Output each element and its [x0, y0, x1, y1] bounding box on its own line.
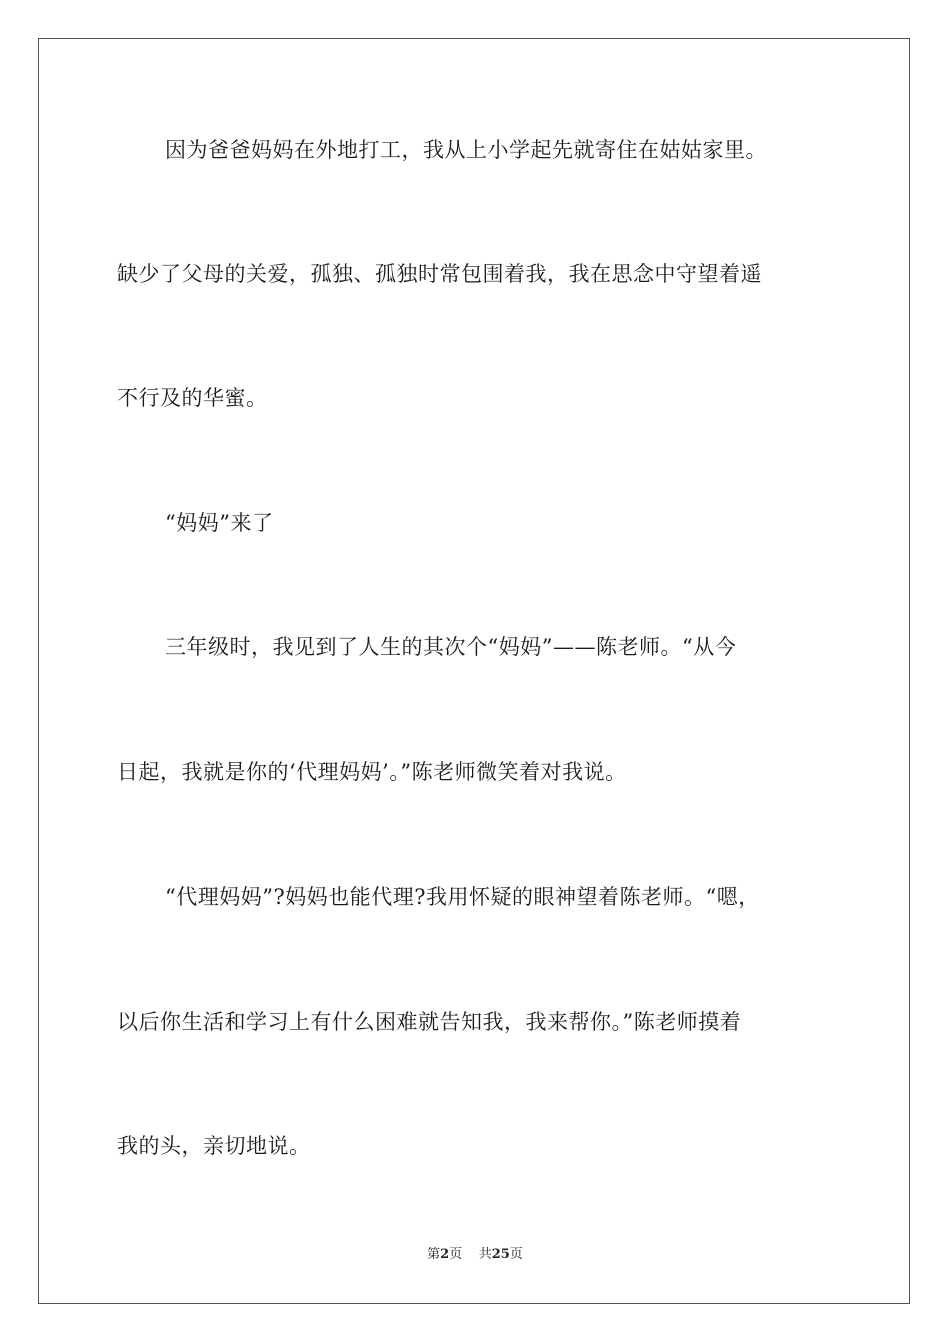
total-prefix: 共 — [478, 1247, 492, 1262]
total-pages: 25 — [491, 1247, 510, 1262]
page-suffix: 页 — [449, 1247, 463, 1262]
paragraph-line: 缺少了父母的关爱，孤独、孤独时常包围着我，我在思念中守望着遥 — [117, 262, 762, 286]
paragraph-line: 日起，我就是你的‘代理妈妈’。”陈老师微笑着对我说。 — [117, 760, 627, 784]
total-suffix: 页 — [509, 1247, 523, 1262]
page-number: 2 — [440, 1247, 450, 1262]
section-heading: “妈妈”来了 — [165, 511, 274, 535]
page-prefix: 第 — [427, 1247, 441, 1262]
paragraph-line: 不行及的华蜜。 — [117, 386, 268, 410]
paragraph-line: 因为爸爸妈妈在外地打工，我从上小学起先就寄住在姑姑家里。 — [165, 138, 767, 162]
paragraph-line: 以后你生活和学习上有什么困难就告知我，我来帮你。”陈老师摸着 — [117, 1010, 742, 1034]
page-footer — [0, 1246, 950, 1264]
paragraph-line: “代理妈妈”?妈妈也能代理?我用怀疑的眼神望着陈老师。“嗯， — [165, 885, 760, 909]
paragraph-line: 三年级时，我见到了人生的其次个“妈妈”——陈老师。“从今 — [165, 635, 737, 659]
paragraph-line: 我的头，亲切地说。 — [117, 1134, 311, 1158]
page-border — [38, 38, 910, 1304]
